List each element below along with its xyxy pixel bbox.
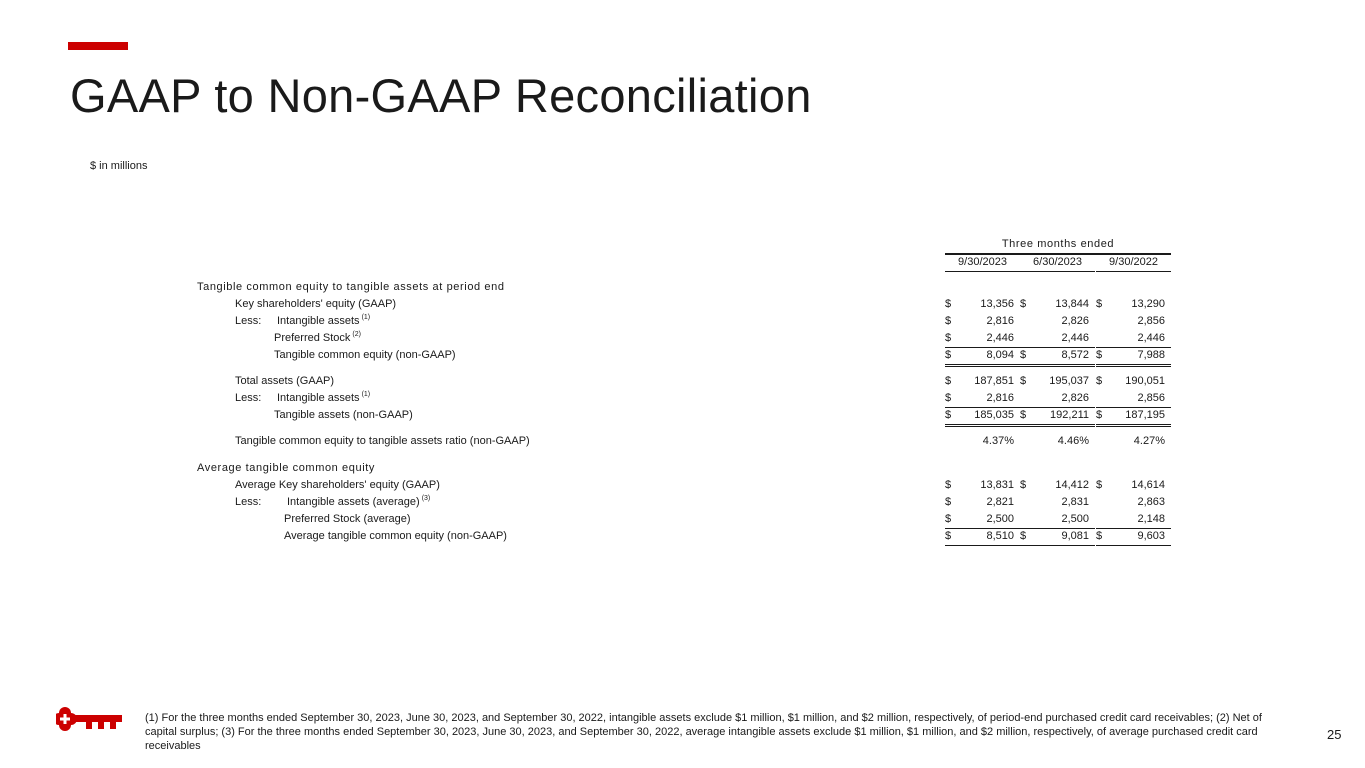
key-logo-icon	[56, 704, 126, 734]
table-row: Preferred Stock (average) $ 2,500 2,500 2,148	[197, 511, 1171, 528]
section-heading-average: Average tangible common equity	[197, 462, 376, 474]
period-header: Three months ended	[945, 236, 1171, 255]
column-header-1: 6/30/2023	[1020, 254, 1095, 272]
table-row: Total assets (GAAP) $ 187,851 $ 195,037 $ 190,051	[235, 375, 1165, 387]
column-header-0: 9/30/2023	[945, 254, 1020, 272]
table-row: Tangible common equity (non-GAAP) $ 8,094 $ 8,572 $ 7,988	[197, 347, 1171, 364]
reconciliation-table	[197, 236, 1171, 545]
table-row: Tangible common equity to tangible assets ratio (non-GAAP) 4.37% 4.46% 4.27%	[235, 435, 1165, 447]
column-header-2: 9/30/2022	[1096, 254, 1171, 272]
table-row: Key shareholders' equity (GAAP) $ 13,356 $ 13,844 $ 13,290	[235, 298, 1165, 310]
table-row: Tangible assets (non-GAAP) $ 185,035 $ 192,211 $ 187,195	[197, 407, 1171, 424]
table-row: Less: Intangible assets $^{(1)}$ $ 2,816 2,826 2,856	[235, 314, 1165, 327]
units-note: $ in millions	[90, 160, 148, 172]
table-row: Less: Intangible assets (average) $^{(3)}$ $ 2,821 2,831 2,863	[235, 495, 1165, 508]
page-number: 25	[1327, 727, 1342, 742]
page-title: GAAP to Non-GAAP Reconciliation	[70, 69, 812, 122]
section-heading-period-end: Tangible common equity to tangible assets at period end	[197, 281, 505, 293]
table-row: Average tangible common equity (non-GAAP) $ 8,510 $ 9,081 $ 9,603	[197, 528, 1171, 545]
title-accent-bar	[68, 42, 128, 50]
table-row: Preferred Stock $^{(2)}$ $ 2,446 2,446 2,446	[197, 330, 1171, 347]
footnote: (1) For the three months ended September 30, 2023, June 30, 2023, and September 30, 2022, intangible assets exclude $1 million, $1 million, and $2 million, respectively, of period-end purchased credit card receivables; (2) Net of capital surplus; (3) For the three months ended September 30, 2023, June 30, 2023, and September 30, 2022, average intangible assets exclude $1 million, $1 million, and $2 million, respectively, of average purchased credit card receivables	[145, 712, 1262, 752]
table-row: Average Key shareholders' equity (GAAP) $ 13,831 $ 14,412 $ 14,614	[235, 479, 1165, 491]
table-row: Less: Intangible assets $^{(1)}$ $ 2,816 2,826 2,856	[197, 390, 1171, 407]
